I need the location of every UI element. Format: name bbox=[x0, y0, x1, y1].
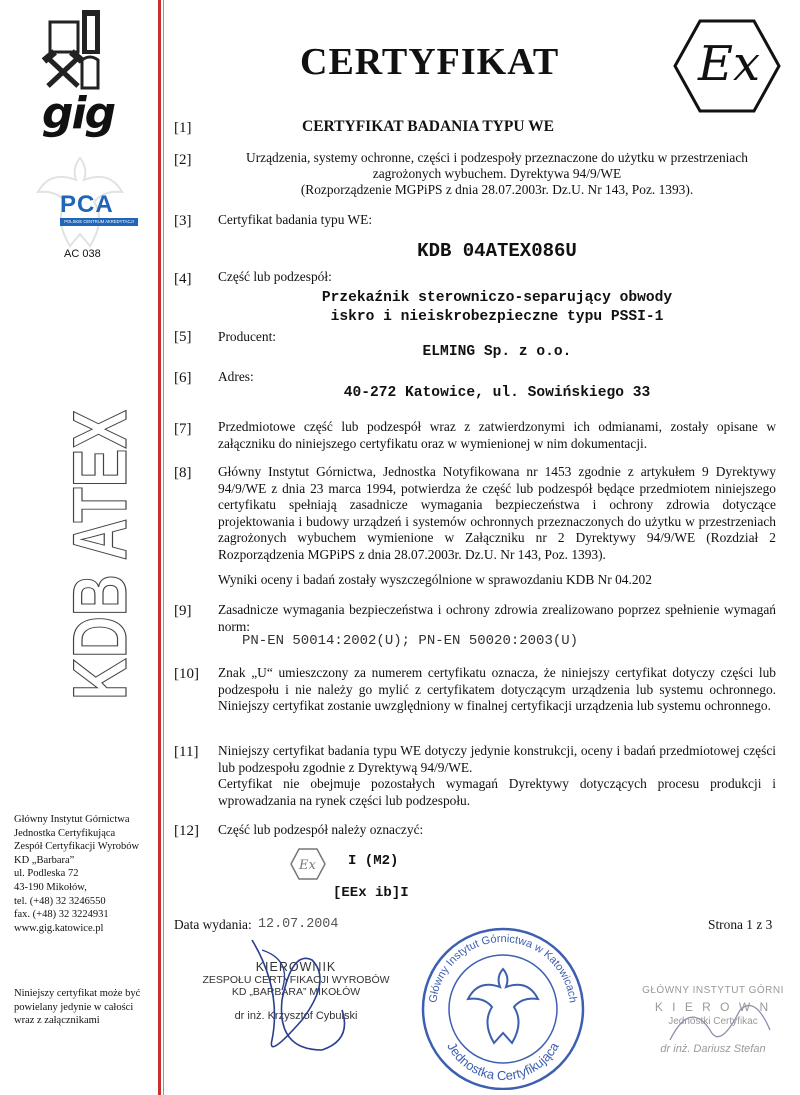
producer-label: Producent: bbox=[218, 329, 277, 344]
issuer-line: tel. (+48) 32 3246550 bbox=[14, 895, 106, 907]
copy-note-line: wraz z załącznikami bbox=[14, 1015, 100, 1027]
marking-protection: [EEx ib]I bbox=[333, 885, 409, 901]
issuer-website: www.gig.katowice.pl bbox=[14, 922, 104, 934]
pca-logo bbox=[60, 192, 138, 226]
page-indicator: Strona 1 z 3 bbox=[708, 917, 773, 932]
issuer-line: Zespół Certyfikacji Wyrobów bbox=[14, 841, 140, 853]
issuer-address bbox=[14, 813, 154, 935]
margin-red-line bbox=[158, 0, 161, 1095]
directive-line: (Rozporządzenie MGPiPS z dnia 28.07.2003r. Dz.U. Nr 143, Poz. 1393). bbox=[300, 182, 694, 197]
component-name: Przekaźnik sterowniczo-separujący obwody bbox=[321, 290, 673, 306]
report-reference: Wyniki oceny i badań zostały wyszczególnione w sprawozdaniu KDB Nr 04.202 bbox=[218, 572, 652, 587]
signatory-name: dr inż. Krzysztof Cybulski bbox=[234, 1010, 358, 1022]
section-10-text: Znak „U“ umieszczony za numerem certyfikatu oznacza, że niniejszy certyfikat dotyczy części lub podzespołu i nie należy go mylić z certyfikatem dotyczącym urządzenia lub systemu ochronnego. Niniejszy certyfikat zostanie uwzględniony w finalnej certyfikacji urządzenia lub systemu ochronnego. bbox=[218, 665, 776, 714]
copy-note-line: Niniejszy certyfikat może być bbox=[14, 988, 141, 999]
round-stamp-outer-text: Główny Instytut Górnictwa w Katowicach bbox=[427, 932, 579, 1004]
certificate-subtitle: CERTYFIKAT BADANIA TYPU WE bbox=[302, 118, 554, 135]
director-stamp-line: Jednostki Certyfikac bbox=[668, 1016, 758, 1027]
section-number: [11] bbox=[174, 744, 199, 760]
section-number: [10] bbox=[174, 666, 199, 682]
marking-label: Część lub podzespół należy oznaczyć: bbox=[218, 822, 424, 837]
ex-small-hexagon-icon bbox=[290, 848, 326, 880]
section-8-text: Główny Instytut Górnictwa, Jednostka Notyfikowana nr 1453 zgodnie z artykułem 9 Dyrektywy 94/9/WE z dnia 23 marca 1994, potwierdza że część lub podzespół będące przedmiotem niniejszego certyfikatu spełniają zasadnicze wymagania bezpieczeństwa i ochrony zdrowia dotyczące projektowania i budowy urządzeń i systemów ochronnych przeznaczonych do użytku w przestrzeniach zagrożonych wybuchem wymienione w Załączniku nr 2 Dyrektywy 94/9/WE (Rozdział 2 Rozporządzenia MGPiPS z dnia 28.07.2003r. Dz.U. Nr 143, Poz. 1393). bbox=[218, 464, 776, 562]
directive-line: zagrożonych wybuchem. Dyrektywa 94/9/WE bbox=[372, 166, 622, 181]
component-label: Część lub podzespół: bbox=[218, 269, 332, 284]
address-label: Adres: bbox=[218, 369, 254, 384]
certificate-label: Certyfikat badania typu WE: bbox=[218, 212, 373, 227]
ex-mark bbox=[672, 18, 782, 114]
section-number: [12] bbox=[174, 823, 199, 839]
margin-red-line-thin bbox=[163, 0, 164, 1095]
pca-logo-text: PCA bbox=[60, 191, 114, 218]
section-number: [4] bbox=[174, 271, 192, 287]
copy-note-line: powielany jedynie w całości bbox=[14, 1001, 134, 1013]
issue-date: 12.07.2004 bbox=[258, 917, 339, 932]
section-number: [1] bbox=[174, 120, 192, 136]
producer-name: ELMING Sp. z o.o. bbox=[422, 344, 572, 360]
pca-accreditation-code: AC 038 bbox=[64, 248, 101, 260]
page-title: CERTYFIKAT bbox=[300, 41, 560, 83]
director-stamp-line: GŁÓWNY INSTYTUT GÓRNI bbox=[642, 985, 784, 996]
standards-list: PN-EN 50014:2002(U); PN-EN 50020:2003(U) bbox=[242, 633, 579, 649]
certificate-number: KDB 04ATEX086U bbox=[417, 240, 577, 262]
section-9-text: Zasadnicze wymagania bezpieczeństwa i ochrony zdrowia zrealizowano poprzez spełnienie wymagań norm: bbox=[218, 602, 776, 634]
ex-mark-text: Ex bbox=[698, 36, 761, 92]
section-number: [8] bbox=[174, 465, 192, 481]
director-stamp-title: K I E R O W N bbox=[654, 1000, 772, 1014]
section-11-text-2: Certyfikat nie obejmuje pozostałych wymagań Dyrektywy dotyczących procesu produkcji i wprowadzania na rynek części lub podzespołu. bbox=[218, 776, 776, 808]
kdb-atex-vertical-mark bbox=[40, 400, 140, 710]
section-11-text: Niniejszy certyfikat badania typu WE dotyczy jedynie konstrukcji, oceny i badań przedmiotowej części lub podzespołu zgodnie z Dyrektywą 94/9/WE. bbox=[218, 743, 776, 775]
section-number: [2] bbox=[174, 152, 192, 168]
marking-group: I (M2) bbox=[348, 853, 399, 869]
section-number: [7] bbox=[174, 421, 192, 437]
gig-logo-text: gig bbox=[42, 88, 115, 139]
copy-note bbox=[14, 987, 154, 1028]
section-number: [9] bbox=[174, 603, 192, 619]
head-stamp-line: ZESPOŁU CERTYFIKACJI WYROBÓW bbox=[202, 974, 390, 986]
kdb-atex-text: KDB ATEX bbox=[58, 400, 140, 700]
issuer-line: ul. Podleska 72 bbox=[14, 868, 79, 880]
round-stamp-bottom-text: Jednostka Certyfikująca bbox=[444, 1039, 562, 1084]
section-number: [6] bbox=[174, 370, 192, 386]
eagle-emblem-icon bbox=[468, 969, 538, 1043]
gig-logo bbox=[38, 8, 118, 138]
issue-date-label: Data wydania: bbox=[174, 917, 252, 932]
issuer-line: 43-190 Mikołów, bbox=[14, 881, 87, 893]
signature-cybulski bbox=[222, 930, 382, 1070]
component-name: iskro i nieiskrobezpieczne typu PSSI-1 bbox=[330, 309, 664, 325]
section-7-text: Przedmiotowe część lub podzespół wraz z zatwierdzonymi ich odmianami, zostały opisane w załączniku do niniejszego certyfikatu oraz w wymienionej w nim dokumentacji. bbox=[218, 419, 776, 451]
section-number: [3] bbox=[174, 213, 192, 229]
directive-line: Urządzenia, systemy ochronne, części i podzespoły przeznaczone do użytku w przestrzeniach bbox=[246, 150, 748, 165]
round-official-stamp bbox=[418, 925, 588, 1090]
address-value: 40-272 Katowice, ul. Sowińskiego 33 bbox=[343, 385, 651, 401]
svg-text:Ex: Ex bbox=[299, 858, 316, 873]
director-name: dr inż. Dariusz Stefan bbox=[660, 1043, 766, 1055]
issuer-line: KD „Barbara” bbox=[14, 854, 75, 866]
issuer-line: Główny Instytut Górnictwa bbox=[14, 814, 130, 825]
section-number: [5] bbox=[174, 329, 192, 345]
signature-director bbox=[660, 990, 790, 1060]
pca-logo-caption: POLSKIE CENTRUM AKREDYTACJI bbox=[60, 218, 138, 226]
issuer-line: fax. (+48) 32 3224931 bbox=[14, 909, 109, 921]
issuer-line: Jednostka Certyfikująca bbox=[14, 827, 116, 839]
head-stamp-title: KIEROWNIK bbox=[255, 960, 337, 974]
head-stamp-line: KD „BARBARA” MIKOŁÓW bbox=[231, 986, 361, 998]
